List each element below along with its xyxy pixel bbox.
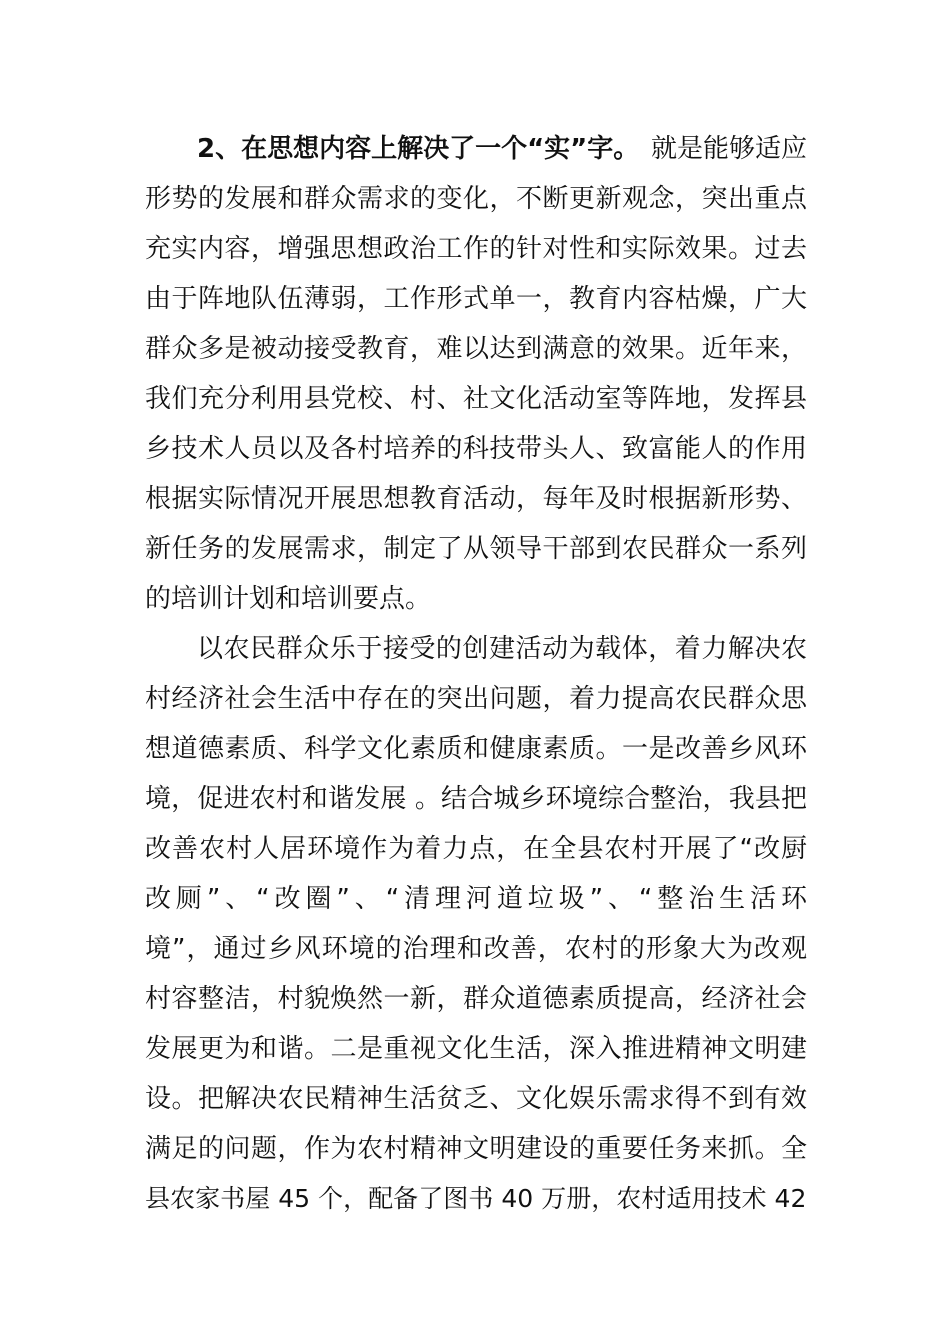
text-line: 新任务的发展需求，制定了从领导干部到农民群众一系列	[145, 534, 808, 564]
paragraph-2-line-10	[145, 1074, 807, 1124]
text-line: 想道德素质、科学文化素质和健康素质。一是改善乡风环	[145, 734, 808, 764]
paragraph-1-text: 就是能够适应	[650, 134, 807, 164]
paragraph-2-line-12	[145, 1174, 807, 1224]
paragraph-1-line-4	[145, 274, 807, 324]
paragraph-1-line-10	[145, 574, 807, 624]
text-line: 形势的发展和群众需求的变化，不断更新观念，突出重点	[145, 184, 808, 214]
text-line: 改善农村人居环境作为着力点，在全县农村开展了“改厨	[145, 834, 809, 864]
paragraph-2-line-7	[145, 924, 807, 974]
paragraph-2-line-1	[145, 624, 807, 674]
text-line: 群众多是被动接受教育，难以达到满意的效果。近年来，	[145, 334, 808, 364]
paragraph-2-line-2	[145, 674, 807, 724]
text-line: 村容整洁，村貌焕然一新，群众道德素质提高，经济社会	[145, 984, 808, 1014]
text-line: 村经济社会生活中存在的突出问题，着力提高农民群众思	[145, 684, 808, 714]
text-line: 由于阵地队伍薄弱，工作形式单一，教育内容枯燥，广大	[145, 284, 808, 314]
section-heading: 2、在思想内容上解决了一个“实”字。	[197, 134, 640, 164]
paragraph-1-line-2	[145, 174, 807, 224]
text-line: 改厕”、“改圈”、“清理河道垃圾”、“整治生活环	[145, 884, 812, 914]
text-line: 以农民群众乐于接受的创建活动为载体，着力解决农	[197, 634, 808, 664]
paragraph-2-line-3	[145, 724, 807, 774]
paragraph-1-line-9	[145, 524, 807, 574]
paragraph-1-line-5	[145, 324, 807, 374]
paragraph-2-line-5	[145, 824, 807, 874]
paragraph-1-line-7	[145, 424, 807, 474]
paragraph-1-line-6	[145, 374, 807, 424]
text-line: 境，促进农村和谐发展 。结合城乡环境综合整治，我县把	[145, 784, 808, 814]
paragraph-2-line-9	[145, 1024, 807, 1074]
paragraph-2-line-6	[145, 874, 812, 924]
paragraph-1-line-8	[145, 474, 807, 524]
paragraph-1-line-1	[145, 124, 807, 174]
document-body	[145, 124, 812, 1224]
text-line: 根据实际情况开展思想教育活动，每年及时根据新形势、	[145, 484, 808, 514]
paragraph-2-line-8	[145, 974, 807, 1024]
text-line: 充实内容，增强思想政治工作的针对性和实际效果。过去	[145, 234, 808, 264]
text-line: 满足的问题，作为农村精神文明建设的重要任务来抓。全	[145, 1134, 808, 1164]
text-line: 乡技术人员以及各村培养的科技带头人、致富能人的作用	[145, 434, 808, 464]
paragraph-2-line-4	[145, 774, 807, 824]
text-line: 境”，通过乡风环境的治理和改善，农村的形象大为改观	[145, 934, 809, 964]
paragraph-2-line-11	[145, 1124, 807, 1174]
text-line: 设。把解决农民精神生活贫乏、文化娱乐需求得不到有效	[145, 1084, 808, 1114]
text-line: 县农家书屋 45 个，配备了图书 40 万册，农村适用技术 42	[145, 1184, 807, 1213]
paragraph-1-line-3	[145, 224, 807, 274]
text-line: 发展更为和谐。二是重视文化生活，深入推进精神文明建	[145, 1034, 808, 1064]
text-line: 的培训计划和培训要点。	[145, 584, 432, 614]
text-line: 我们充分利用县党校、村、社文化活动室等阵地，发挥县	[145, 384, 808, 414]
